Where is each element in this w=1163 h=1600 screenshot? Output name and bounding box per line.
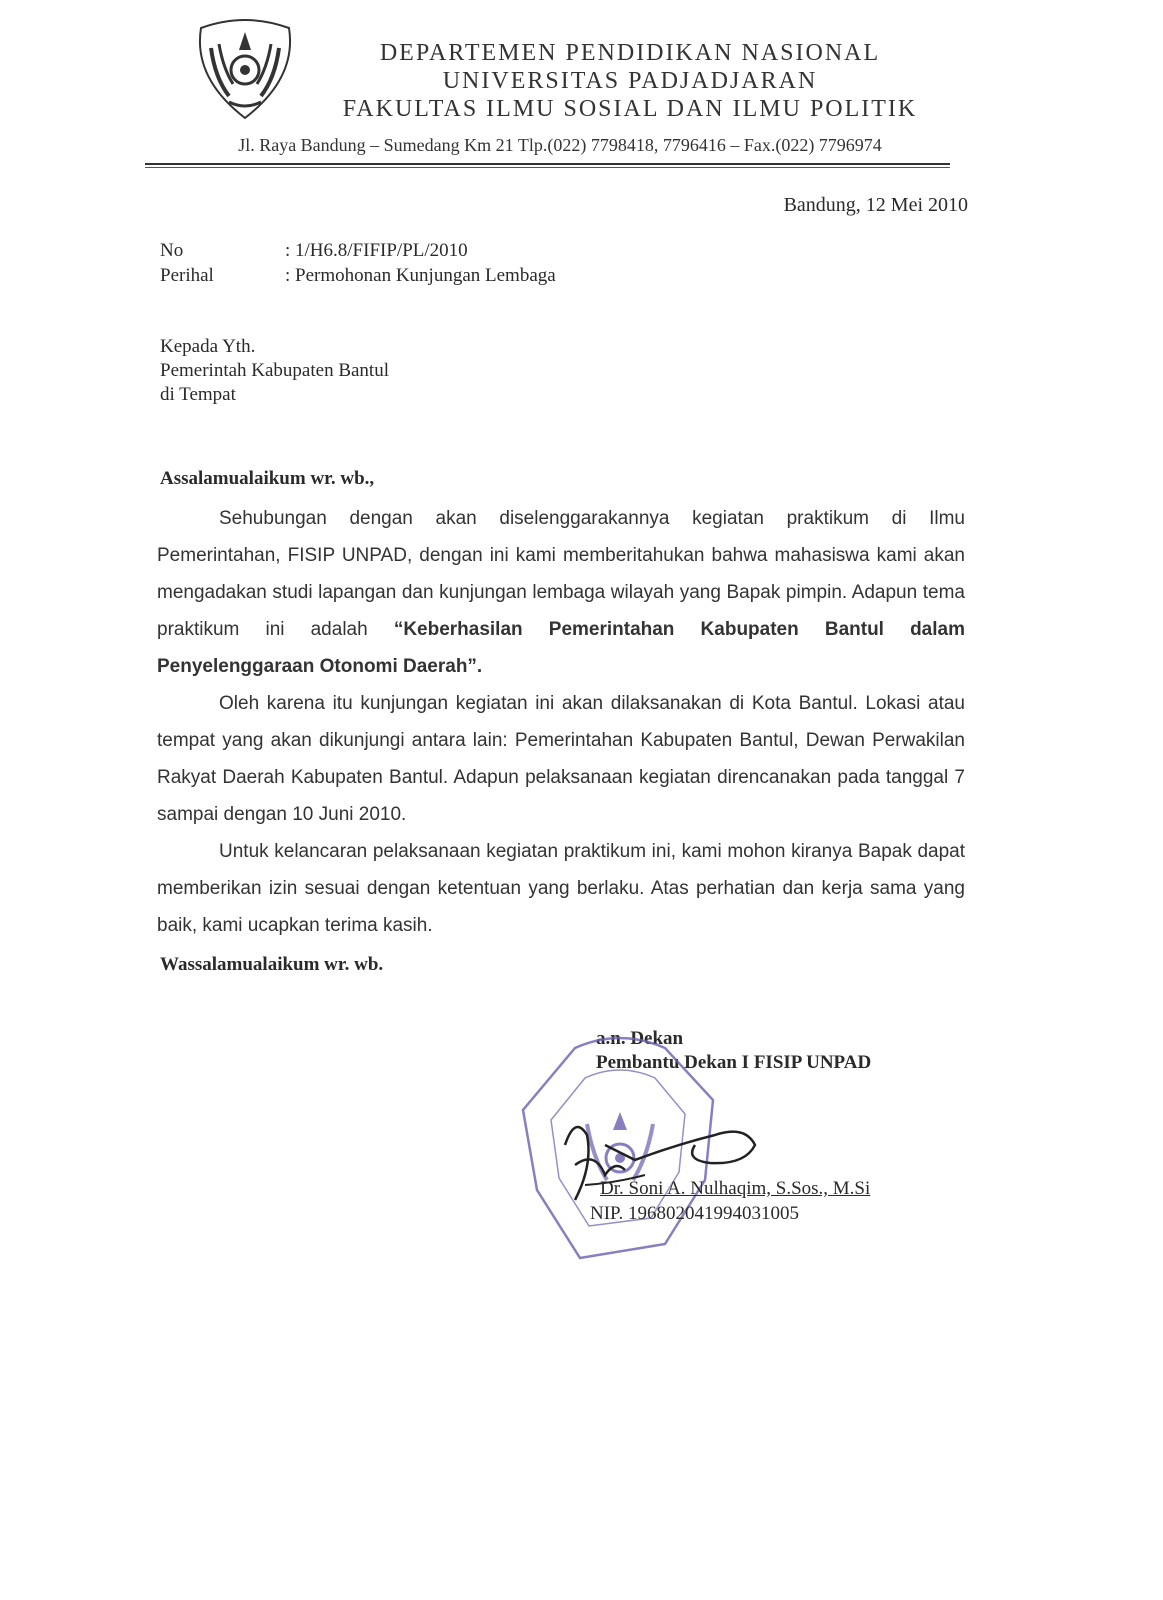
- perihal-label: Perihal: [160, 265, 214, 286]
- university-logo: [193, 18, 297, 120]
- recipient-line-1: Kepada Yth.: [160, 336, 256, 357]
- praktikum-theme: “Keberhasilan Pemerintahan Kabupaten Bantul dalam Penyelenggaraan Otonomi Daerah”.: [157, 619, 965, 677]
- body-paragraph-1: [157, 500, 965, 685]
- no-label: No: [160, 240, 184, 261]
- letter-date: Bandung, 12 Mei 2010: [783, 194, 968, 216]
- paragraph-1-text: Sehubungan dengan akan diselenggarakannya kegiatan praktikum di Ilmu Pemerintahan, FISIP UNPAD, dengan ini kami memberitahukan bahwa mahasiswa kami akan mengadakan studi lapangan dan kunjungan lembaga wilayah yang Bapak pimpin. Adapun tema praktikum ini adalah: [157, 508, 965, 640]
- greeting: Assalamualaikum wr. wb.,: [160, 468, 375, 489]
- no-value: : 1/H6.8/FIFIP/PL/2010: [285, 240, 468, 261]
- perihal-value: : Permohonan Kunjungan Lembaga: [285, 265, 556, 286]
- signatory-name: Dr. Soni A. Nulhaqim, S.Sos., M.Si: [600, 1178, 871, 1199]
- letterhead-address: Jl. Raya Bandung – Sumedang Km 21 Tlp.(022) 7798418, 7796416 – Fax.(022) 7796974: [238, 135, 882, 155]
- letterhead-university: UNIVERSITAS PADJADJARAN: [442, 68, 818, 94]
- body-paragraph-2: Oleh karena itu kunjungan kegiatan ini akan dilaksanakan di Kota Bantul. Lokasi atau tempat yang akan dikunjungi antara lain: Pemerintahan Kabupaten Bantul, Dewan Perwakilan Rakyat Daerah Kabupaten Bantul. Adapun pelaksanaan kegiatan direncanakan pada tanggal 7 sampai dengan 10 Juni 2010.: [157, 693, 965, 825]
- recipient-line-2: Pemerintah Kabupaten Bantul: [160, 360, 389, 381]
- recipient-line-3: di Tempat: [160, 384, 236, 405]
- header-rule-thin: [145, 167, 950, 168]
- letterhead-ministry: DEPARTEMEN PENDIDIKAN NASIONAL: [379, 40, 881, 66]
- closing: Wassalamualaikum wr. wb.: [160, 954, 384, 975]
- body-paragraph-3: Untuk kelancaran pelaksanaan kegiatan praktikum ini, kami mohon kiranya Bapak dapat memberikan izin sesuai dengan ketentuan yang berlaku. Atas perhatian dan kerja sama yang baik, kami ucapkan terima kasih.: [157, 841, 965, 936]
- header-rule: [145, 163, 950, 165]
- signature-an: a.n. Dekan: [596, 1028, 684, 1049]
- signature-title: Pembantu Dekan I FISIP UNPAD: [596, 1052, 872, 1073]
- letterhead-faculty: FAKULTAS ILMU SOSIAL DAN ILMU POLITIK: [342, 96, 918, 122]
- signatory-nip: NIP. 196802041994031005: [590, 1203, 800, 1224]
